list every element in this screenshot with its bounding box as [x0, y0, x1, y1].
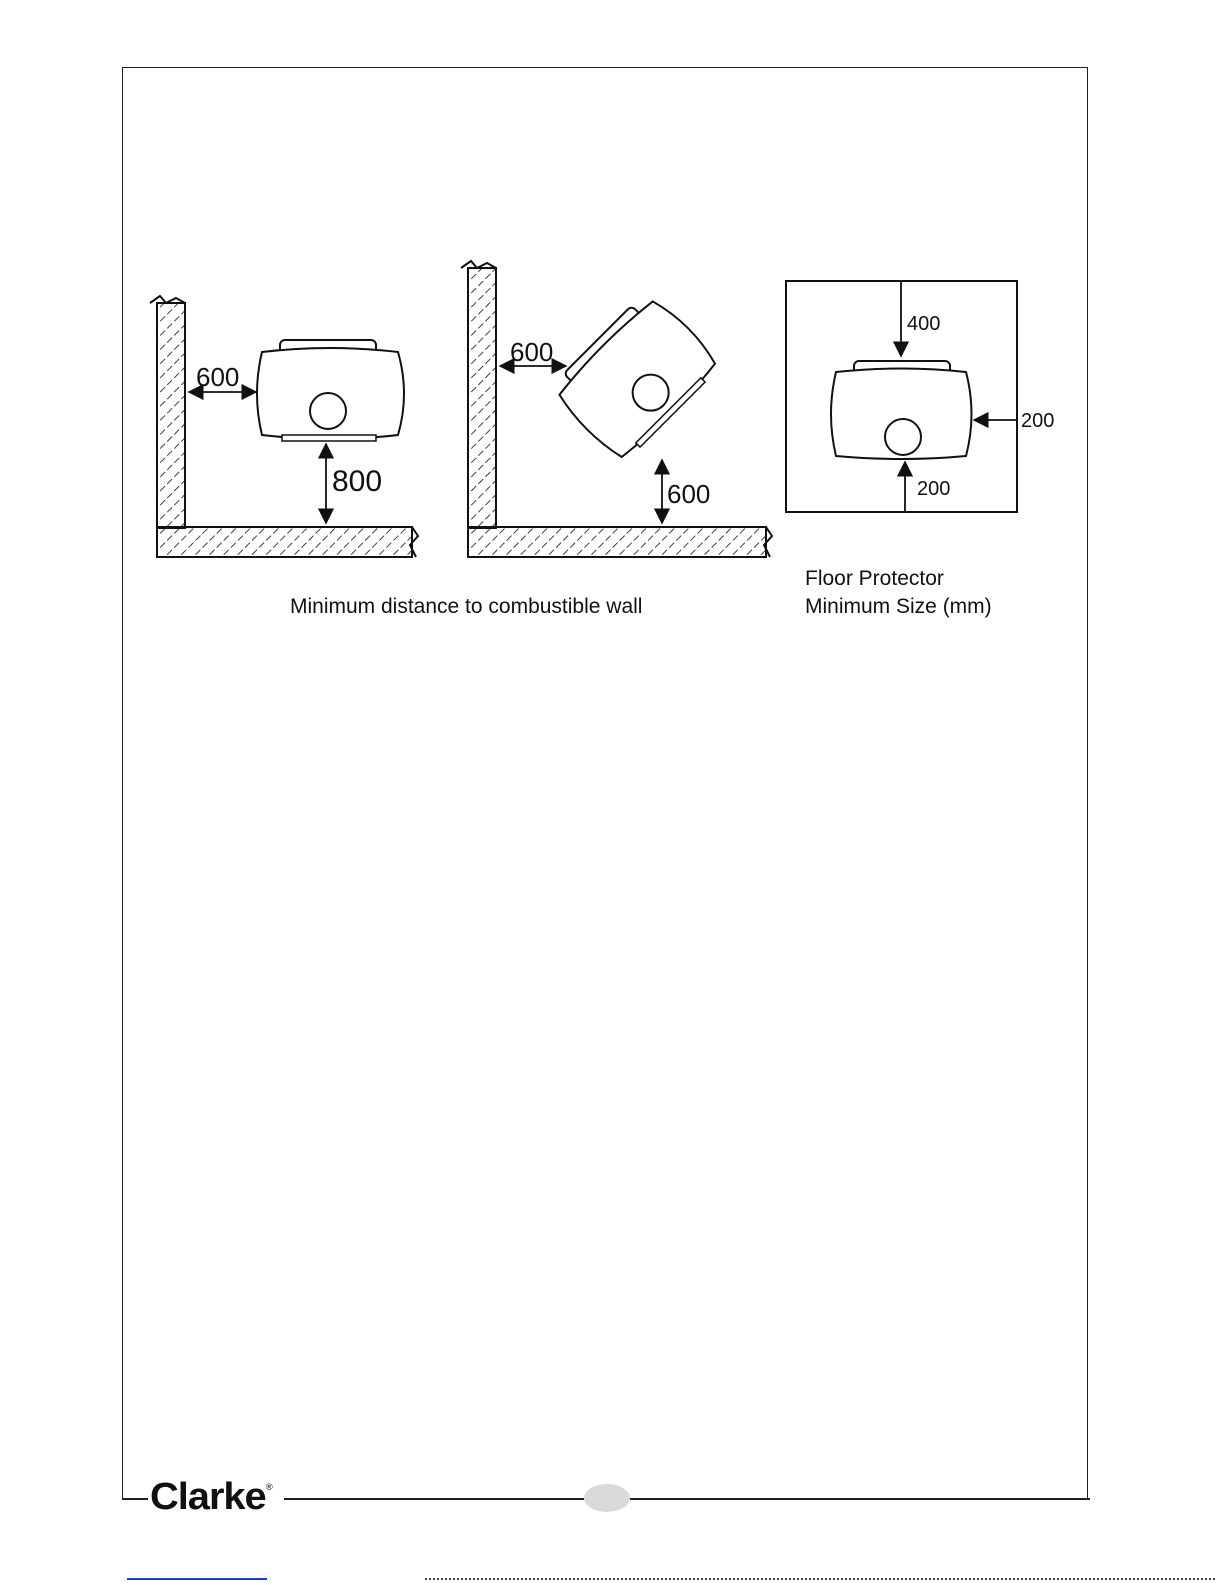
left-floor-dimension: 800 [332, 465, 383, 498]
combustible-wall-caption: Minimum distance to combustible wall [290, 595, 643, 618]
protector-side-dimension: 200 [1021, 410, 1055, 432]
corner-clearance-diagram [461, 261, 772, 557]
left-floor [157, 527, 412, 557]
clarke-logo: Clarke® [150, 1476, 272, 1518]
middle-wall-dimension: 600 [510, 337, 554, 367]
middle-wall [468, 268, 496, 528]
middle-wall-break [461, 261, 496, 268]
bottom-edge-link-rule [127, 1578, 267, 1580]
corner-stove [547, 289, 723, 465]
protector-rear-dimension: 200 [917, 478, 951, 500]
protector-front-dimension: 400 [907, 313, 941, 335]
floor-protector-caption-line2: Minimum Size (mm) [805, 595, 992, 618]
floor-protector-caption-line1: Floor Protector [805, 567, 944, 590]
floor-protector-diagram [786, 281, 1054, 512]
middle-floor-dimension: 600 [667, 479, 711, 509]
left-wall [157, 303, 185, 528]
left-wall-break [150, 296, 185, 303]
middle-floor [468, 527, 766, 557]
left-wall-dimension: 600 [196, 362, 240, 392]
floor-protector-stove [831, 361, 972, 459]
bottom-edge-dotted-rule [425, 1578, 1215, 1580]
left-stove [257, 340, 404, 441]
left-clearance-diagram [150, 296, 418, 557]
